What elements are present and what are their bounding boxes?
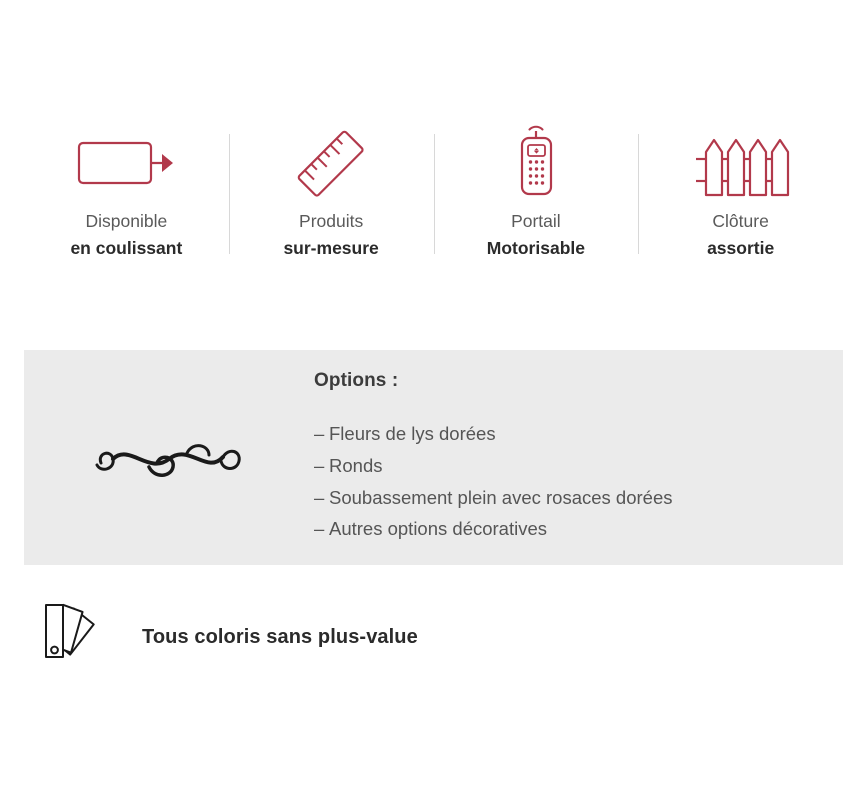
options-body xyxy=(314,370,843,545)
feature-line2: Motorisable xyxy=(486,238,585,259)
list-item xyxy=(314,418,813,450)
features-strip xyxy=(24,120,843,262)
list-item xyxy=(314,450,813,482)
list-item xyxy=(314,482,813,514)
bullet-dash: – xyxy=(314,422,325,444)
feature-line1: Clôture xyxy=(712,211,769,231)
feature-item-sliding xyxy=(24,120,229,262)
list-item-label: Ronds xyxy=(329,454,383,476)
feature-item-motorized xyxy=(434,120,639,262)
colors-row xyxy=(24,595,843,679)
ruler-icon xyxy=(288,120,374,208)
feature-line1: Produits xyxy=(299,211,364,231)
options-title: Options : xyxy=(314,369,399,391)
bullet-dash: – xyxy=(314,518,325,540)
options-panel xyxy=(24,350,843,565)
list-item-label: Soubassement plein avec rosaces dorées xyxy=(329,486,673,508)
bullet-dash: – xyxy=(314,486,325,508)
feature-line1: Disponible xyxy=(85,211,168,231)
fence-icon xyxy=(689,120,793,208)
bullet-dash: – xyxy=(314,454,325,476)
color-swatch-fan-icon xyxy=(24,595,142,679)
colors-label: Tous coloris sans plus-value xyxy=(142,625,418,648)
wrought-iron-scroll-icon xyxy=(24,423,314,493)
feature-line2: assortie xyxy=(707,238,775,259)
list-item-label: Fleurs de lys dorées xyxy=(329,422,496,444)
list-item-label: Autres options décoratives xyxy=(329,518,548,540)
options-list xyxy=(314,418,813,545)
remote-control-icon xyxy=(501,120,571,208)
sliding-gate-icon xyxy=(74,120,178,208)
feature-line2: sur-mesure xyxy=(283,238,379,259)
list-item xyxy=(314,513,813,545)
feature-line2: en coulissant xyxy=(70,238,183,259)
feature-item-custom xyxy=(229,120,434,262)
feature-item-fence xyxy=(638,120,843,262)
feature-line1: Portail xyxy=(511,211,561,231)
